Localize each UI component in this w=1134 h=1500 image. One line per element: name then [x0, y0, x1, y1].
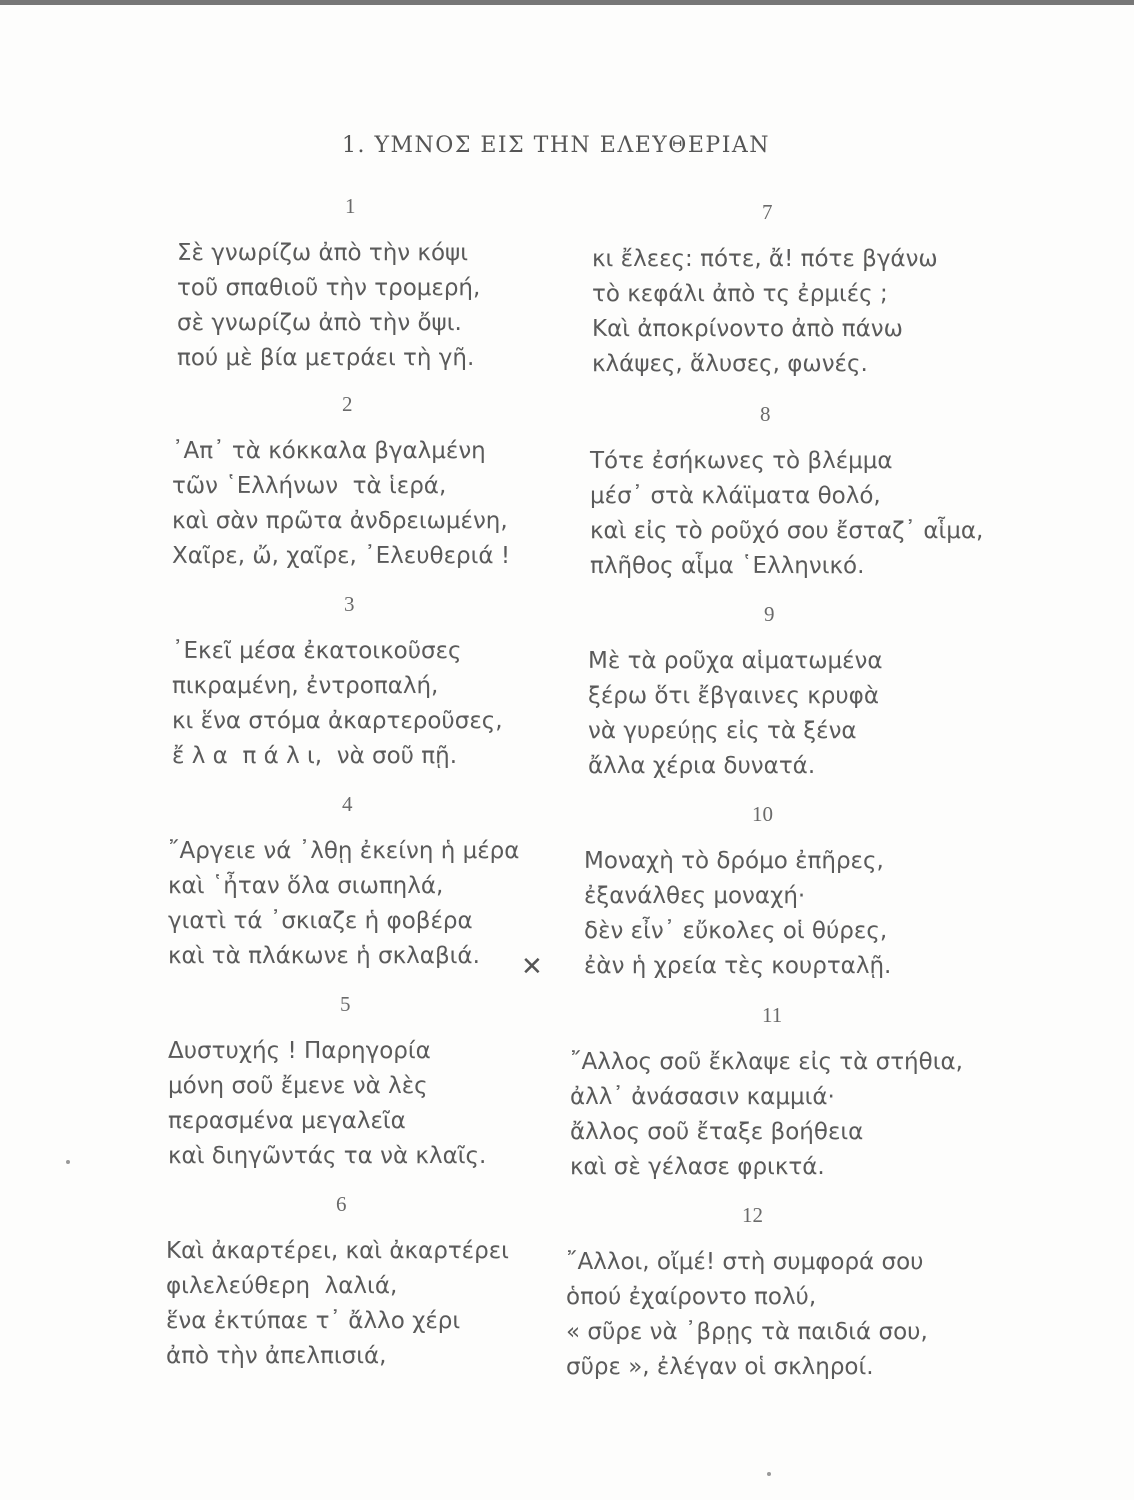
verse-line: Δυστυχής ! Παρηγορία	[168, 1038, 431, 1064]
verse-line: Καὶ ἀκαρτέρει, καὶ ἀκαρτέρει	[166, 1238, 509, 1264]
verse-line: Σὲ γνωρίζω ἀπὸ τὴν κόψι	[177, 240, 469, 266]
verse-line: καὶ διηγῶντάς τα νὰ κλαῖς.	[168, 1143, 487, 1169]
stanza-12	[566, 1203, 986, 1385]
verse-line: φιλελεύθερη λαλιά,	[166, 1273, 398, 1299]
verse-line: τοῦ σπαθιοῦ τὴν τρομερή,	[177, 275, 481, 301]
verse-line: τὸ κεφάλι ἀπὸ τς ἐρμιές ;	[592, 281, 888, 307]
scan-top-edge	[0, 0, 1134, 5]
verse-line: « σῦρε νὰ ᾿βρῃς τὰ παιδιά σου,	[566, 1319, 928, 1345]
verse-line: κι ἔλεες: πότε, ἄ! πότε βγάνω	[592, 246, 938, 272]
stanza-9	[588, 602, 1008, 784]
verse-line: καὶ σὲ γέλασε φρικτά.	[570, 1154, 825, 1180]
verse-line: σὲ γνωρίζω ἀπὸ τὴν ὄψι.	[177, 310, 462, 336]
pencil-cross-mark: ✕	[521, 952, 543, 982]
stanza-number: 12	[742, 1203, 763, 1227]
verse-line: δὲν εἶν᾿ εὔκολες οἱ θύρες,	[584, 918, 888, 944]
verse-line: κι ἕνα στόμα ἀκαρτεροῦσες,	[172, 708, 503, 734]
scan-speck	[767, 1472, 771, 1476]
verse-line: περασμένα μεγαλεῖα	[168, 1108, 406, 1134]
stanza-11	[570, 1003, 990, 1185]
stanza-number: 6	[336, 1192, 347, 1216]
verse-line: ἀλλ᾿ ἀνάσασιν καμμιά·	[570, 1084, 835, 1110]
stanza-number: 2	[342, 392, 353, 416]
verse-line: καὶ τὰ πλάκωνε ἡ σκλαβιά.	[168, 943, 480, 969]
verse-line: νὰ γυρεύῃς εἰς τὰ ξένα	[588, 718, 857, 744]
verse-line: ῎Αλλοι, οἴμέ! στὴ συμφορά σου	[566, 1249, 924, 1275]
verse-line: ὁπού ἐχαίροντο πολύ,	[566, 1284, 817, 1310]
stanza-number: 9	[764, 602, 775, 626]
stanza-4	[168, 792, 588, 974]
verse-line: ξέρω ὅτι ἔβγαινες κρυφὰ	[588, 683, 879, 709]
verse-line: κλάψες, ἅλυσες, φωνές.	[592, 351, 868, 377]
verse-line: μέσ᾿ στὰ κλάϊματα θολό,	[590, 483, 881, 509]
verse-line: ἐὰν ἡ χρεία τὲς κουρταλῇ.	[584, 953, 892, 979]
stanza-1	[177, 194, 597, 376]
page-title: 1. ΥΜΝΟΣ ΕΙΣ ΤΗΝ ΕΛΕΥΘΕΡΙΑΝ	[342, 133, 771, 158]
verse-line: μόνη σοῦ ἔμενε νὰ λὲς	[168, 1073, 428, 1099]
verse-line: σῦρε », ἐλέγαν οἱ σκληροί.	[566, 1354, 874, 1380]
verse-line: πικραμένη, ἐντροπαλή,	[172, 673, 439, 699]
stanza-2	[172, 392, 592, 574]
stanza-number: 7	[762, 200, 773, 224]
verse-line: καὶ εἰς τὸ ροῦχό σου ἔσταζ᾿ αἷμα,	[590, 518, 984, 544]
verse-line: ἄλλος σοῦ ἔταξε βοήθεια	[570, 1119, 864, 1145]
verse-line: Μοναχὴ τὸ δρόμο ἐπῆρες,	[584, 848, 884, 874]
verse-line: ῎Αργειε νά ᾿λθῃ ἐκείνη ἡ μέρα	[168, 838, 520, 864]
verse-line: ἕνα ἐκτύπαε τ᾿ ἄλλο χέρι	[166, 1308, 461, 1334]
verse-line: τῶν ῾Ελλήνων τὰ ἱερά,	[172, 473, 447, 499]
stanza-7	[592, 200, 1012, 382]
stanza-number: 4	[342, 792, 353, 816]
verse-line: γιατὶ τά ᾿σκιαζε ἡ φοβέρα	[168, 908, 473, 934]
stanza-number: 1	[345, 194, 356, 218]
verse-line: ἄλλα χέρια δυνατά.	[588, 753, 816, 779]
verse-line: καὶ σὰν πρῶτα ἀνδρειωμένη,	[172, 508, 508, 534]
stanza-number: 5	[340, 992, 351, 1016]
stanza-number: 3	[344, 592, 355, 616]
verse-line: πού μὲ βία μετράει τὴ γῆ.	[177, 345, 475, 371]
stanza-5	[168, 992, 588, 1174]
verse-line: Καὶ ἀποκρίνοντο ἀπὸ πάνω	[592, 316, 903, 342]
stanza-10	[584, 802, 1004, 984]
stanza-number: 11	[762, 1003, 783, 1027]
verse-line: ἐξανάλθες μοναχή·	[584, 883, 806, 909]
stanza-3	[172, 592, 592, 774]
verse-line: ᾿Απ᾿ τὰ κόκκαλα βγαλμένη	[172, 438, 486, 464]
scan-speck	[66, 1160, 70, 1164]
verse-line: καὶ ῾ἦταν ὅλα σιωπηλά,	[168, 873, 444, 899]
stanza-6	[166, 1192, 586, 1374]
verse-line: ᾿Εκεῖ μέσα ἐκατοικοῦσες	[172, 638, 462, 664]
verse-line: ἀπὸ τὴν ἀπελπισιά,	[166, 1343, 387, 1369]
verse-line: Τότε ἐσήκωνες τὸ βλέμμα	[590, 448, 893, 474]
verse-line: Μὲ τὰ ροῦχα αἱματωμένα	[588, 648, 883, 674]
stanza-8	[590, 402, 1010, 584]
verse-line: πλῆθος αἷμα ῾Ελληνικό.	[590, 553, 865, 579]
stanza-number: 10	[752, 802, 773, 826]
verse-line: Χαῖρε, ὤ, χαῖρε, ᾿Ελευθεριά !	[172, 543, 511, 569]
verse-line: ῎Αλλος σοῦ ἔκλαψε εἰς τὰ στήθια,	[570, 1049, 963, 1075]
stanza-number: 8	[760, 402, 771, 426]
verse-line: ἔ λ α π ά λ ι, νὰ σοῦ πῇ.	[172, 743, 458, 769]
